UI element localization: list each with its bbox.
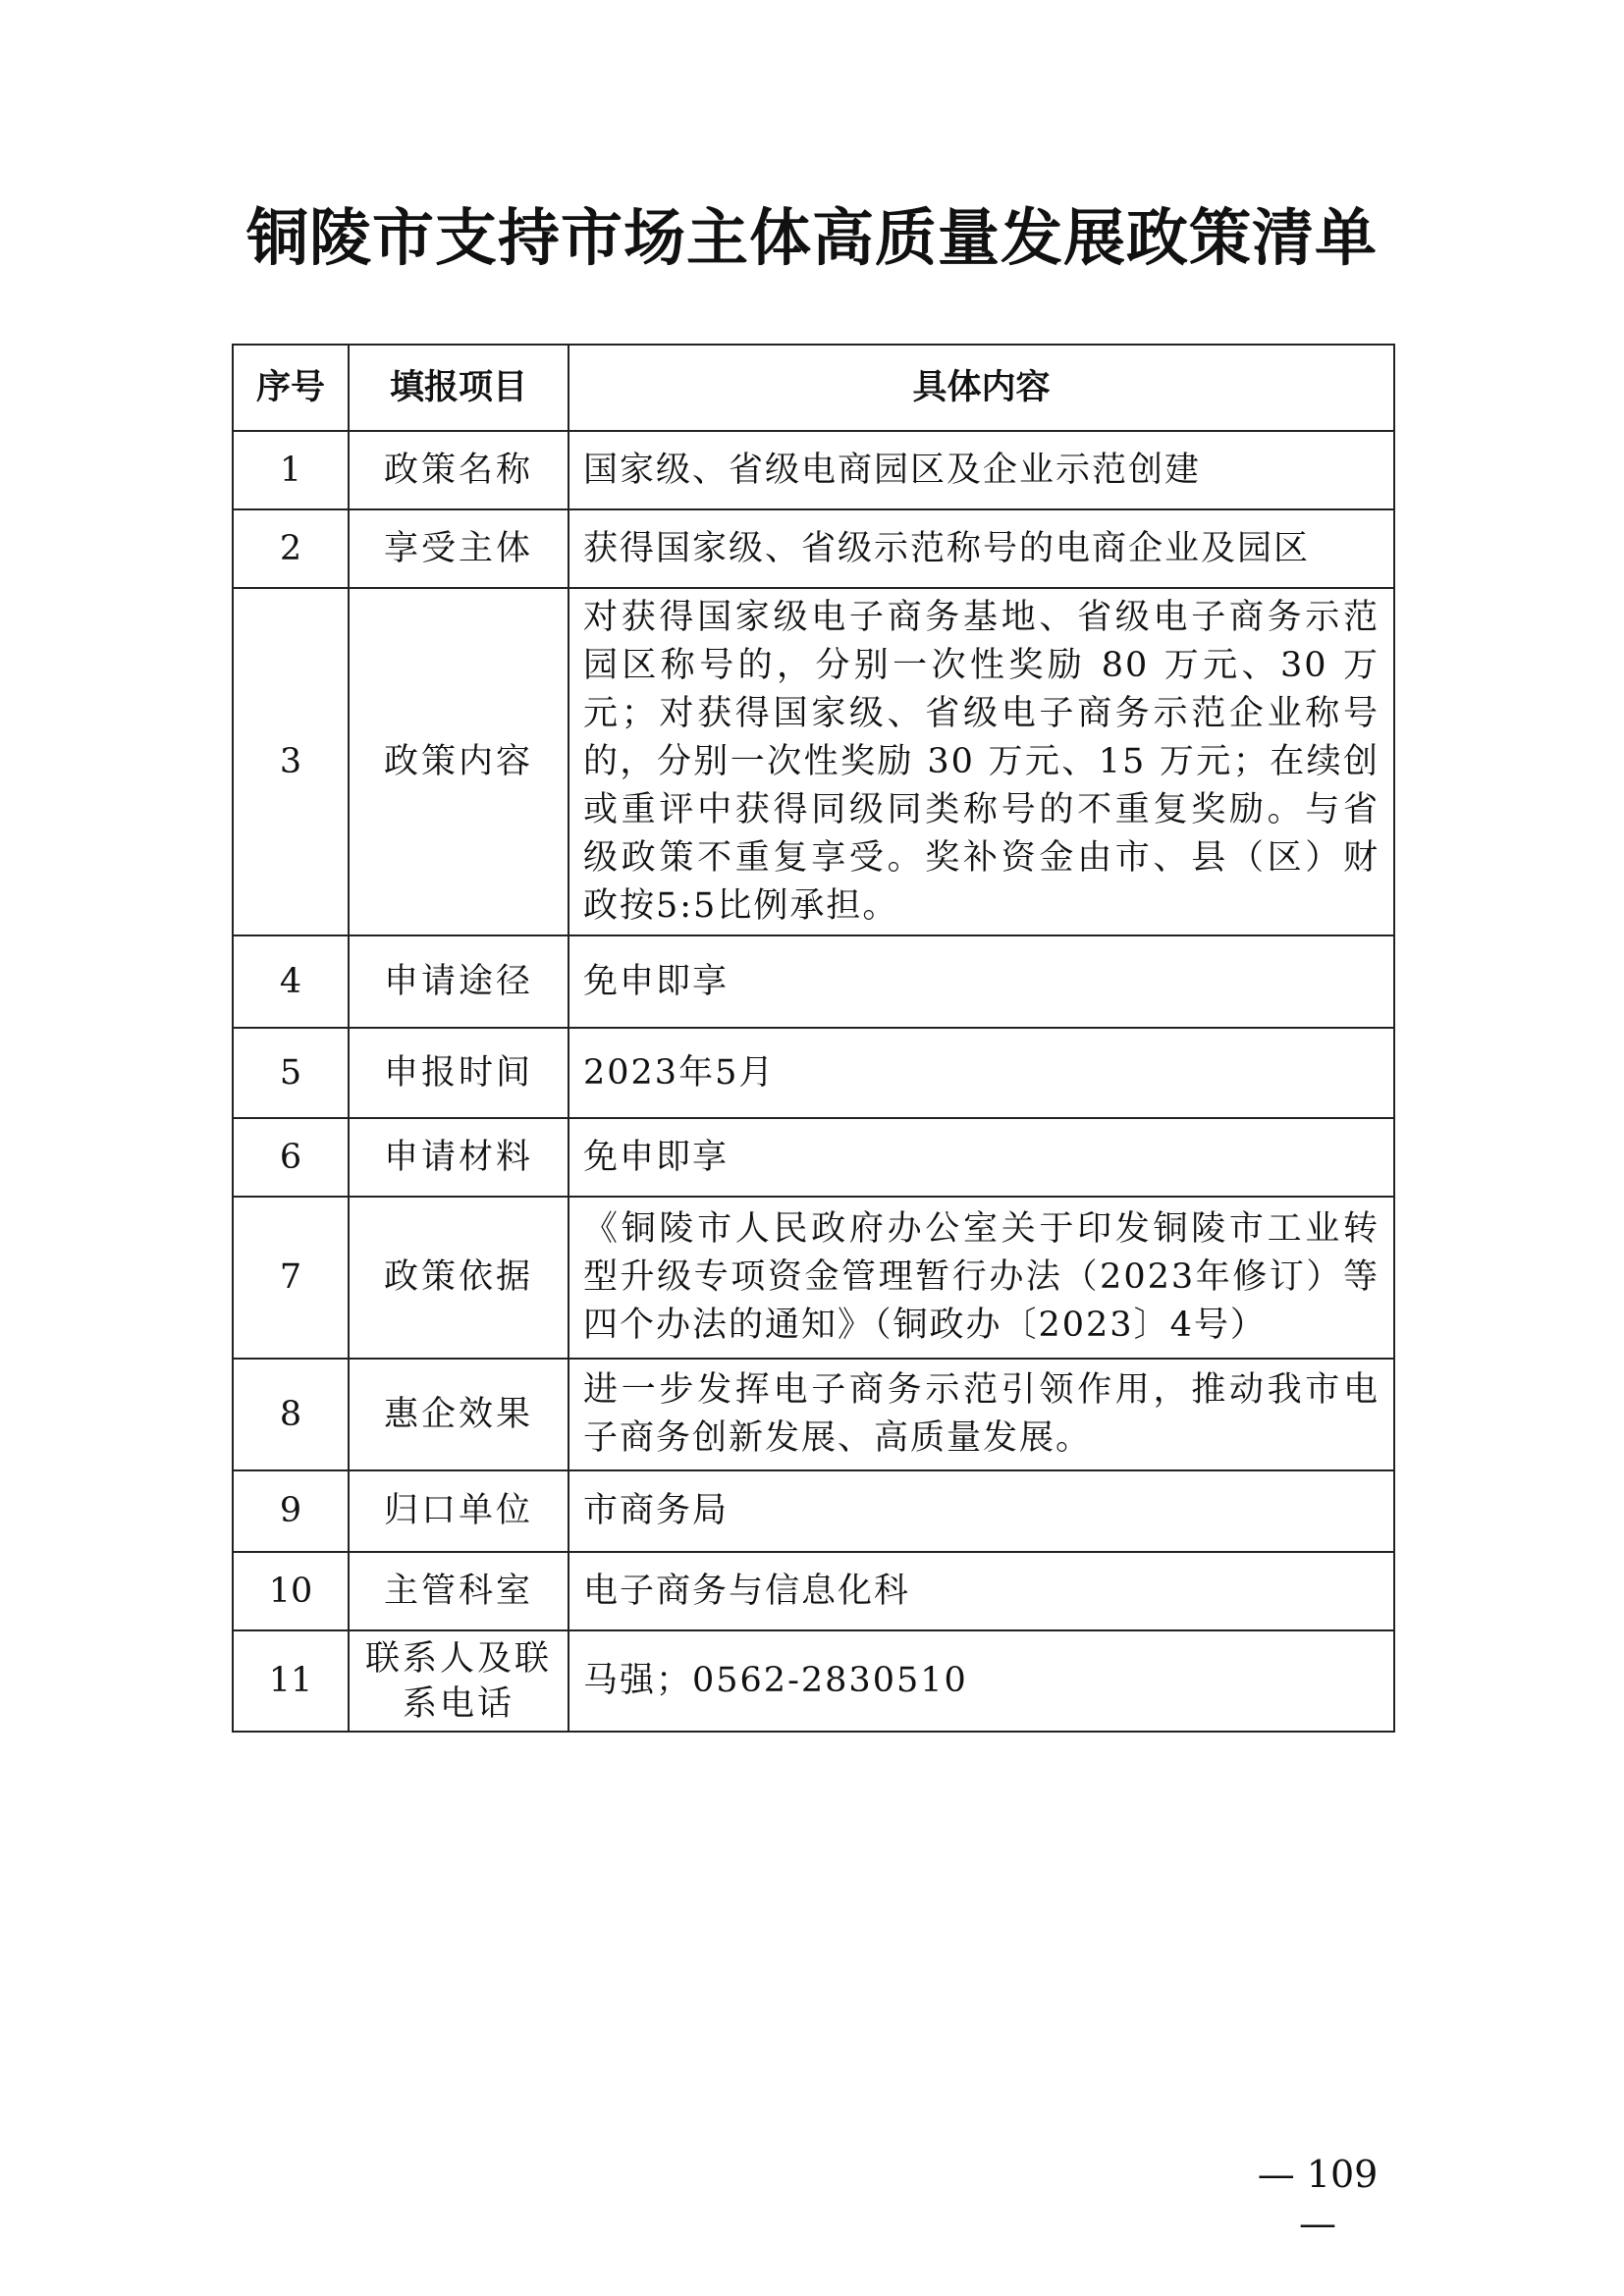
page-number: — 109 — bbox=[1257, 2153, 1379, 2245]
row-item: 享受主体 bbox=[349, 509, 568, 588]
row-content: 马强；0562-2830510 bbox=[568, 1630, 1394, 1732]
table-row bbox=[233, 1028, 1394, 1118]
row-content: 获得国家级、省级示范称号的电商企业及园区 bbox=[568, 509, 1394, 588]
table-row bbox=[233, 431, 1394, 509]
table-header-row bbox=[233, 345, 1394, 431]
row-item: 归口单位 bbox=[349, 1470, 568, 1552]
row-num: 10 bbox=[233, 1552, 349, 1630]
row-content: 免申即享 bbox=[568, 1118, 1394, 1197]
row-num: 2 bbox=[233, 509, 349, 588]
row-content: 2023年5月 bbox=[568, 1028, 1394, 1118]
table-row bbox=[233, 1359, 1394, 1470]
row-item: 联系人及联系电话 bbox=[349, 1630, 568, 1732]
table-row bbox=[233, 935, 1394, 1028]
row-num: 1 bbox=[233, 431, 349, 509]
row-content: 市商务局 bbox=[568, 1470, 1394, 1552]
row-num: 8 bbox=[233, 1359, 349, 1470]
row-content: 免申即享 bbox=[568, 935, 1394, 1028]
table-row bbox=[233, 1470, 1394, 1552]
row-num: 5 bbox=[233, 1028, 349, 1118]
table-row bbox=[233, 1630, 1394, 1732]
row-num: 6 bbox=[233, 1118, 349, 1197]
row-num: 9 bbox=[233, 1470, 349, 1552]
row-content: 对获得国家级电子商务基地、省级电子商务示范园区称号的，分别一次性奖励 80 万元、30 万元；对获得国家级、省级电子商务示范企业称号的，分别一次性奖励 30 万元、15 万元；在续创或重评中获得同级同类称号的不重复奖励。与省级政策不重复享受。奖补资金由市、县（区）财政按5:5比例承担。 bbox=[568, 588, 1394, 935]
row-item: 申请材料 bbox=[349, 1118, 568, 1197]
row-item: 政策名称 bbox=[349, 431, 568, 509]
header-num: 序号 bbox=[233, 345, 349, 431]
row-item: 申请途径 bbox=[349, 935, 568, 1028]
table-row bbox=[233, 1197, 1394, 1359]
table-row bbox=[233, 588, 1394, 935]
row-item: 政策依据 bbox=[349, 1197, 568, 1359]
row-content: 电子商务与信息化科 bbox=[568, 1552, 1394, 1630]
table-row bbox=[233, 509, 1394, 588]
table-row bbox=[233, 1118, 1394, 1197]
header-item: 填报项目 bbox=[349, 345, 568, 431]
row-content: 国家级、省级电商园区及企业示范创建 bbox=[568, 431, 1394, 509]
row-item: 主管科室 bbox=[349, 1552, 568, 1630]
row-item: 申报时间 bbox=[349, 1028, 568, 1118]
document-title: 铜陵市支持市场主体高质量发展政策清单 bbox=[246, 202, 1378, 274]
row-content: 进一步发挥电子商务示范引领作用，推动我市电子商务创新发展、高质量发展。 bbox=[568, 1359, 1394, 1470]
row-content: 《铜陵市人民政府办公室关于印发铜陵市工业转型升级专项资金管理暂行办法（2023年修订）等四个办法的通知》（铜政办〔2023〕4号） bbox=[568, 1197, 1394, 1359]
row-item: 惠企效果 bbox=[349, 1359, 568, 1470]
policy-table bbox=[232, 344, 1395, 1733]
row-num: 11 bbox=[233, 1630, 349, 1732]
row-item: 政策内容 bbox=[349, 588, 568, 935]
row-num: 3 bbox=[233, 588, 349, 935]
row-num: 4 bbox=[233, 935, 349, 1028]
table-row bbox=[233, 1552, 1394, 1630]
row-num: 7 bbox=[233, 1197, 349, 1359]
header-content: 具体内容 bbox=[568, 345, 1394, 431]
